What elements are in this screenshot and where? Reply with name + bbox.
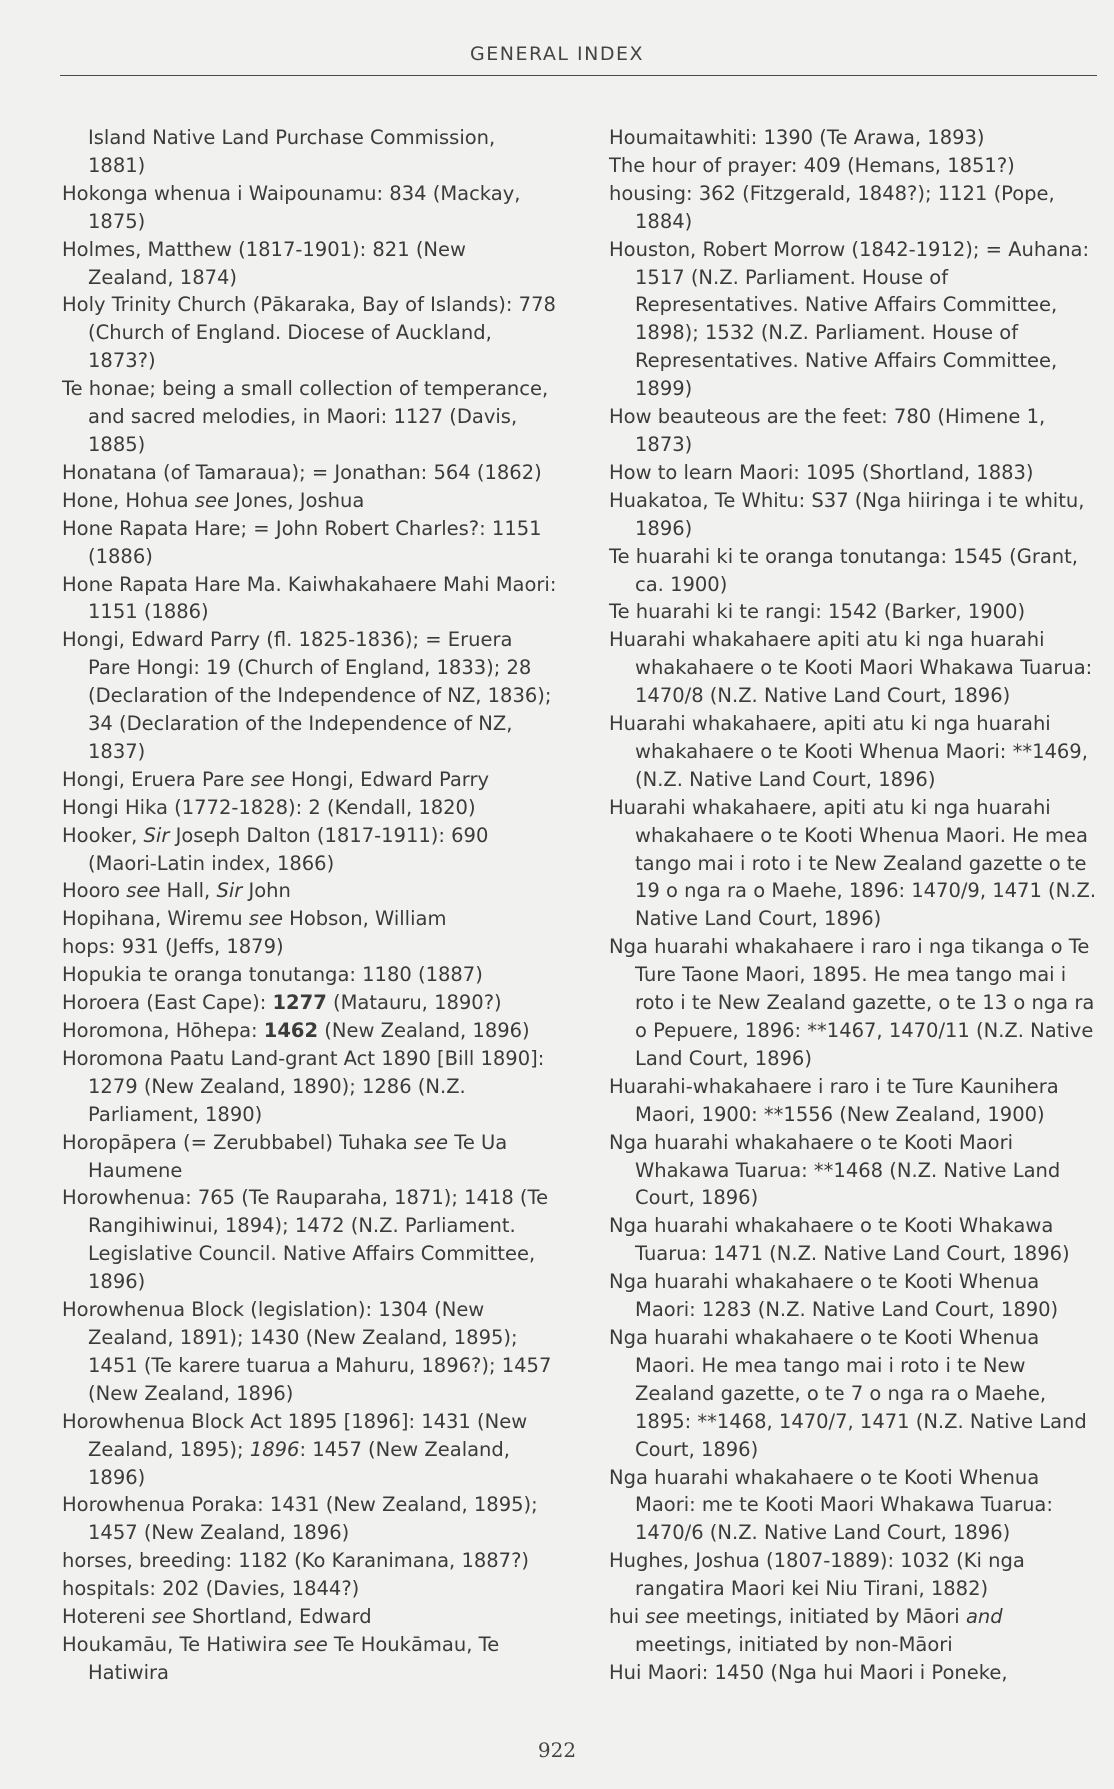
index-entry: hui see meetings, initiated by Māori and meetings, initiated by non-Māori: [609, 1605, 1003, 1656]
index-entry: Horowhenua Block (legislation): 1304 (New Zealand, 1891); 1430 (New Zealand, 1895); 1451 (Te karere tuarua a Mahuru, 1896?); 1457 (New Zealand, 1896): [62, 1298, 552, 1405]
index-entry: Nga huarahi whakahaere o te Kooti Whenua Maori: me te Kooti Maori Whakawa Tuarua: 1470/6 (N.Z. Native Land Court, 1896): [609, 1465, 1053, 1545]
index-column-right: [609, 124, 1104, 1687]
index-entry: How to learn Maori: 1095 (Shortland, 1883): [609, 460, 1034, 484]
index-entry: Nga huarahi whakahaere o te Kooti Whenua Maori. He mea tango mai i roto i te New Zealand gazette, o te 7 o nga ra o Maehe, 1895: **1468, 1470/7, 1471 (N.Z. Native Land Court, 1896): [609, 1325, 1087, 1461]
index-entry: Hooker, Sir Joseph Dalton (1817-1911): 690 (Maori-Latin index, 1866): [62, 823, 489, 875]
index-entry: Nga huarahi whakahaere i raro i nga tikanga o Te Ture Taone Maori, 1895. He mea tango mai i roto i te New Zealand gazette, o te 13 o nga ra o Pepuere, 1896: **1467, 1470/11 (N.Z. Native Land Court, 1896): [609, 935, 1095, 1070]
index-entry: Horopāpera (= Zerubbabel) Tuhaka see Te Ua Haumene: [62, 1130, 508, 1182]
index-entry: Nga huarahi whakahaere o te Kooti Whenua Maori: 1283 (N.Z. Native Land Court, 1890): [609, 1270, 1059, 1322]
index-entry: Horomona, Hōhepa: 1462 (New Zealand, 1896): [62, 1019, 530, 1042]
index-entry: Hui Maori: 1450 (Nga hui Maori i Poneke,: [609, 1660, 1008, 1684]
index-entry: Hopihana, Wiremu see Hobson, William: [62, 907, 447, 931]
index-entry: Huarahi whakahaere, apiti atu ki nga huarahi whakahaere o te Kooti Whenua Maori. He mea tango mai i roto i te New Zealand gazette o te 19 o nga ra o Maehe, 1896: 1470/9, 1471 (N.Z. Native Land Court, 1896): [609, 795, 1097, 931]
index-entry: Hokonga whenua i Waipounamu: 834 (Mackay, 1875): [62, 181, 521, 233]
index-entry: Hotereni see Shortland, Edward: [62, 1605, 372, 1629]
index-entry: Horomona Paatu Land-grant Act 1890 [Bill 1890]: 1279 (New Zealand, 1890); 1286 (N.Z. Parliament, 1890): [62, 1046, 545, 1126]
index-entry: Huarahi whakahaere, apiti atu ki nga huarahi whakahaere o te Kooti Whenua Maori: **1469, (N.Z. Native Land Court, 1896): [609, 712, 1088, 791]
index-entry: hops: 931 (Jeffs, 1879): [62, 935, 284, 959]
running-header: GENERAL INDEX: [470, 43, 644, 65]
index-entry: Honatana (of Tamaraua); = Jonathan: 564 (1862): [62, 460, 542, 484]
index-entry: Hone Rapata Hare; = John Robert Charles?: 1151 (1886): [62, 516, 542, 568]
index-entry: Holmes, Matthew (1817-1901): 821 (New Zealand, 1874): [62, 237, 466, 289]
index-entry: hospitals: 202 (Davies, 1844?): [62, 1577, 360, 1601]
index-entry: The hour of prayer: 409 (Hemans, 1851?): [609, 153, 1015, 177]
index-entry: Houmaitawhiti: 1390 (Te Arawa, 1893): [609, 126, 985, 149]
index-column-left: [62, 124, 557, 1687]
index-entry: Hongi, Edward Parry (fl. 1825-1836); = Eruera Pare Hongi: 19 (Church of England, 1833); 28 (Declaration of the Independence of NZ, 1836); 34 (Declaration of the Independence of NZ, 1837): [62, 628, 552, 763]
index-entry: Hopukia te oranga tonutanga: 1180 (1887): [62, 963, 483, 987]
index-entry: Nga huarahi whakahaere o te Kooti Maori Whakawa Tuarua: **1468 (N.Z. Native Land Court, 1896): [609, 1130, 1061, 1210]
index-entry: Houkamāu, Te Hatiwira see Te Houkāmau, Te Hatiwira: [62, 1632, 500, 1684]
index-entry: Hongi Hika (1772-1828): 2 (Kendall, 1820): [62, 795, 476, 819]
index-entry: Nga huarahi whakahaere o te Kooti Whakawa Tuarua: 1471 (N.Z. Native Land Court, 1896): [609, 1214, 1070, 1266]
header-rule: [60, 75, 1097, 76]
index-entry: How beauteous are the feet: 780 (Himene 1, 1873): [609, 405, 1046, 456]
index-entry: Horoera (East Cape): 1277 (Matauru, 1890?): [62, 991, 502, 1015]
index-entry: Houston, Robert Morrow (1842-1912); = Auhana: 1517 (N.Z. Parliament. House of Representatives. Native Affairs Committee, 1898); 1532 (N.Z. Parliament. House of Representatives. Native Affairs Committee, 1899): [609, 237, 1090, 401]
index-entry: Huakatoa, Te Whitu: S37 (Nga hiiringa i te whitu, 1896): [609, 488, 1085, 540]
index-entry: Te huarahi ki te oranga tonutanga: 1545 (Grant, ca. 1900): [609, 544, 1078, 596]
index-entry: Hughes, Joshua (1807-1889): 1032 (Ki nga rangatira Maori kei Niu Tirani, 1882): [609, 1549, 1025, 1601]
index-entry: Hongi, Eruera Pare see Hongi, Edward Parry: [62, 767, 490, 791]
index-entry: Horowhenua: 765 (Te Rauparaha, 1871); 1418 (Te Rangihiwinui, 1894); 1472 (N.Z. Parliament. Legislative Council. Native Affairs Committee, 1896): [62, 1186, 549, 1294]
index-entry: horses, breeding: 1182 (Ko Karanimana, 1887?): [62, 1549, 530, 1573]
index-entry: Te huarahi ki te rangi: 1542 (Barker, 1900): [609, 600, 1026, 624]
index-entry: Hooro see Hall, Sir John: [62, 879, 291, 903]
index-entry: Huarahi-whakahaere i raro i te Ture Kaunihera Maori, 1900: **1556 (New Zealand, 1900): [609, 1074, 1059, 1126]
index-entry: Hone, Hohua see Jones, Joshua: [62, 488, 365, 512]
index-entry: Hone Rapata Hare Ma. Kaiwhakahaere Mahi Maori: 1151 (1886): [62, 572, 557, 624]
index-entry: Te honae; being a small collection of temperance, and sacred melodies, in Maori: 1127 (Davis, 1885): [62, 377, 549, 456]
page-number: 922: [537, 1738, 577, 1762]
index-entry: Huarahi whakahaere apiti atu ki nga huarahi whakahaere o te Kooti Maori Whakawa Tuarua: 1470/8 (N.Z. Native Land Court, 1896): [609, 628, 1093, 708]
index-entry: Holy Trinity Church (Pākaraka, Bay of Islands): 778 (Church of England. Diocese of Auckland, 1873?): [62, 293, 556, 373]
index-entry: Horowhenua Poraka: 1431 (New Zealand, 1895); 1457 (New Zealand, 1896): [62, 1493, 538, 1545]
index-entry: Horowhenua Block Act 1895 [1896]: 1431 (New Zealand, 1895); 1896: 1457 (New Zealand, 1896): [62, 1409, 528, 1489]
index-entry: Island Native Land Purchase Commission, 1881): [88, 126, 496, 177]
index-entry: housing: 362 (Fitzgerald, 1848?); 1121 (Pope, 1884): [609, 181, 1055, 233]
